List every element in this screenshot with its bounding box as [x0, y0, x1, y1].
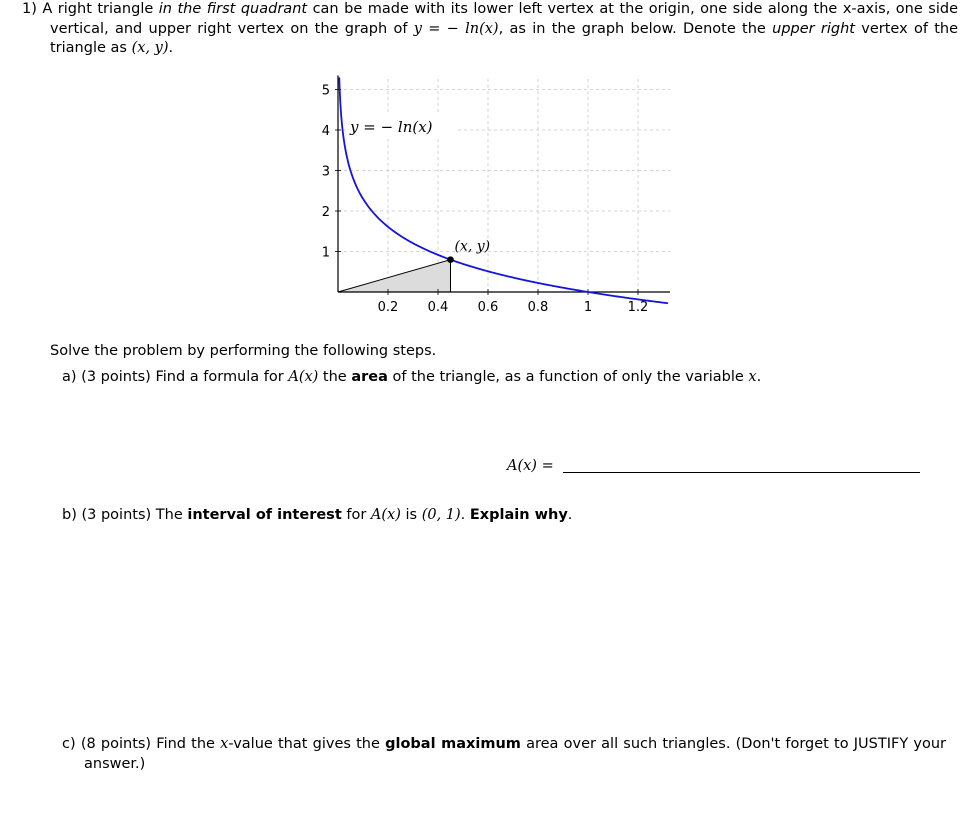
x-tick-label: 0.4: [427, 300, 449, 315]
x-tick-label: 0.6: [477, 300, 499, 315]
curve-neg-ln: [339, 77, 668, 303]
y-tick-label: 4: [321, 124, 330, 139]
y-tick-label: 3: [321, 164, 330, 180]
part-b: b) (3 points) The interval of interest for A(x) is (0, 1). Explain why.: [62, 507, 573, 523]
y-tick-label: 5: [321, 83, 330, 99]
triangle: [338, 260, 451, 292]
graph-neg-ln: [300, 72, 670, 322]
y-tick-label: 2: [321, 205, 330, 220]
equation: y = − ln(x): [413, 20, 499, 37]
steps-intro: Solve the problem by performing the following steps.: [50, 343, 437, 359]
answer-label-a: A(x) =: [507, 458, 554, 474]
point-label: (x, y): [454, 238, 491, 255]
curve-label: y = − ln(x): [350, 117, 433, 136]
x-tick-label: 1.2: [627, 300, 649, 315]
problem-number: 1): [22, 1, 37, 17]
y-tick-label: 1: [321, 245, 330, 261]
x-tick-label: 1: [583, 300, 593, 315]
answer-line-a[interactable]: [563, 472, 920, 473]
vertex-notation: (x, y): [131, 40, 169, 56]
problem-statement: 1) A right triangle in the first quadrant can be made with its lower left vertex at the origin, one side along the x-axis, one side vertical, and upper right vertex on the graph of y = − ln(x), as in the graph below. Denote the upper right vertex of the triangle as (x, y).: [22, 1, 959, 56]
vertex-point: [447, 256, 454, 263]
x-tick-label: 0.8: [527, 300, 549, 315]
part-c: c) (8 points) Find the x-value that gives the global maximum area over all such triangles. (Don't forget to JUSTIFY your answer.): [62, 736, 946, 772]
x-tick-label: 0.2: [377, 300, 399, 315]
part-a: a) (3 points) Find a formula for A(x) the area of the triangle, as a function of only the variable x.: [62, 369, 762, 385]
